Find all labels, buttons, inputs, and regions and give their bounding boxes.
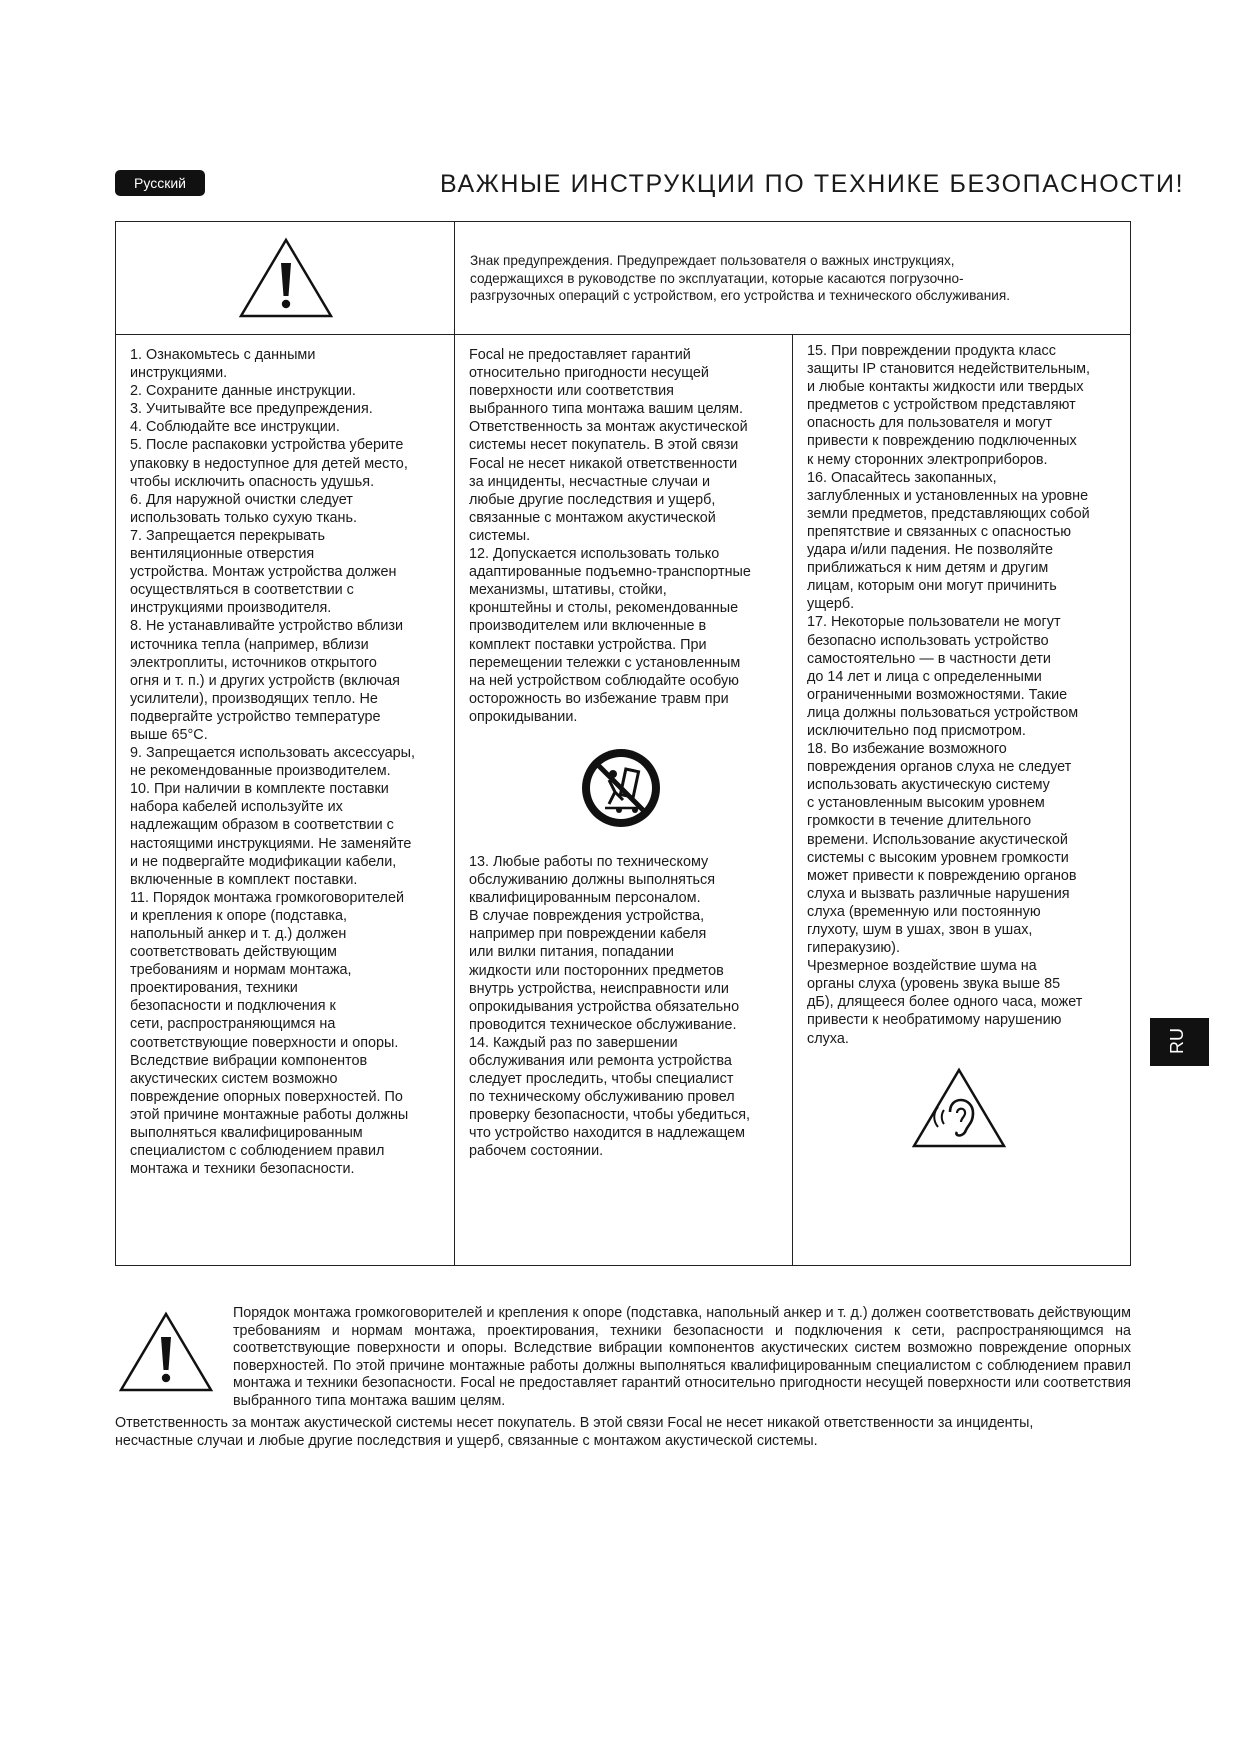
instruction-line: заглубленных и установленных на уровне [807, 487, 1089, 504]
instruction-line: системы. [469, 527, 531, 544]
instruction-line: самостоятельно — в частности дети [807, 650, 1051, 667]
instruction-line: Чрезмерное воздействие шума на [807, 958, 1037, 975]
instruction-line: 4. Соблюдайте все инструкции. [130, 419, 340, 436]
instruction-line: жидкости или посторонних предметов [469, 962, 724, 979]
instruction-line: времени. Использование акустической [807, 831, 1068, 848]
instruction-line: исключительно под присмотром. [807, 722, 1026, 739]
instruction-line: инструкциями производителя. [130, 600, 332, 617]
instruction-line: упаковку в недоступное для детей место, [130, 455, 408, 472]
instruction-line: препятствие и связанных с опасностью [807, 523, 1072, 540]
instruction-line: обслуживанию должны выполняться [469, 872, 716, 889]
warning-row [116, 222, 1130, 335]
instruction-line: набора кабелей используйте их [130, 799, 343, 816]
instruction-line: и крепления к опоре (подставка, [130, 907, 347, 924]
instruction-line: с установленным высоким уровнем [807, 795, 1045, 812]
instruction-line: Ответственность за монтаж акустической [469, 419, 748, 436]
instruction-line: ущерб. [807, 596, 855, 613]
instruction-line: безопасно использовать устройство [807, 632, 1049, 649]
instruction-line: за инциденты, несчастные случаи и [469, 473, 711, 490]
instruction-line: глухоту, шум в ушах, звон в ушах, [807, 922, 1033, 938]
instruction-line: настоящими инструкциями. Не заменяйте [130, 835, 412, 852]
instruction-line: надлежащим образом в соответствии с [130, 817, 394, 834]
instruction-line: опасность для пользователя и могут [807, 415, 1052, 432]
instruction-line: 6. Для наружной очистки следует [130, 491, 353, 508]
instruction-line: внутрь устройства, неисправности или [469, 980, 729, 997]
instruction-line: проектирования, техники [130, 980, 298, 997]
instruction-line: подвергайте устройство температуре [130, 708, 381, 725]
instruction-line: использовать акустическую систему [807, 777, 1050, 794]
text-line: Знак предупреждения. Предупреждает пользователя о важных инструкциях, [470, 253, 955, 268]
instruction-line: источника тепла (например, вблизи [130, 636, 369, 653]
instruction-line: акустических систем возможно [130, 1070, 338, 1087]
instruction-line: поверхности или соответствия [469, 383, 674, 400]
warning-triangle-icon [238, 236, 334, 320]
instruction-line: этой причине монтажные работы должны [130, 1106, 409, 1123]
instruction-line: рабочем состоянии. [469, 1143, 604, 1160]
instruction-line: повреждения органов слуха не следует [807, 759, 1072, 776]
warning-icon-cell [116, 222, 455, 334]
safety-instructions-table [115, 221, 1131, 1266]
instruction-line: 15. При повреждении продукта класс [807, 343, 1056, 359]
instruction-line: инструкциями. [130, 365, 228, 382]
text-line: разгрузочных операций с устройством, его устройства и технического обслуживания. [470, 288, 1010, 303]
instruction-line: выше 65°C. [130, 726, 208, 743]
instruction-line: выбранного типа монтажа вашим целям. [469, 401, 744, 418]
instruction-line: специалистом с соблюдением правил [130, 1143, 385, 1160]
instruction-line: осуществляться в соответствии с [130, 582, 354, 599]
instruction-line: производителем или включенные в [469, 618, 707, 635]
instruction-line: относительно пригодности несущей [469, 365, 709, 382]
instruction-line: осторожность во избежание травм при [469, 690, 729, 707]
instruction-line: усилители), производящих тепло. Не [130, 690, 378, 707]
instruction-line: Focal не несет никакой ответственности [469, 455, 738, 472]
instruction-line: и не подвергайте модификации кабели, [130, 853, 397, 870]
instruction-line: 2. Сохраните данные инструкции. [130, 383, 356, 400]
instruction-line: сети, распространяющимся на [130, 1016, 336, 1033]
instruction-line: устройства. Монтаж устройства должен [130, 564, 397, 581]
instruction-line: 5. После распаковки устройства уберите [130, 437, 404, 454]
instruction-line: 16. Опасайтесь закопанных, [807, 469, 997, 486]
warning-description [470, 252, 1120, 305]
instruction-line: дБ), длящееся более одного часа, может [807, 994, 1083, 1011]
instruction-line: лица должны пользоваться устройством [807, 704, 1079, 721]
instruction-line: громкости в течение длительного [807, 813, 1032, 830]
text-line: содержащихся в руководстве по эксплуатации, которые касаются погрузочно- [470, 270, 964, 286]
instruction-line: вентиляционные отверстия [130, 546, 315, 563]
instruction-line: 10. При наличии в комплекте поставки [130, 781, 389, 798]
language-badge: Русский [115, 170, 205, 196]
instruction-line: использовать только сухую ткань. [130, 509, 357, 526]
instruction-line: электроплиты, источников открытого [130, 654, 377, 671]
text-line: несчастные случаи и любые другие последствия и ущерб, связанные с монтажом акустической системы. [115, 1432, 818, 1449]
instruction-line: соответствовать действующим [130, 944, 337, 961]
instruction-line: по техническому обслуживанию провел [469, 1089, 735, 1106]
cart-tip-over-warning-icon [579, 746, 663, 830]
instruction-line: адаптированные подъемно-транспортные [469, 564, 751, 581]
instruction-line: связанные с монтажом акустической [469, 509, 716, 526]
page-title: ВАЖНЫЕ ИНСТРУКЦИИ ПО ТЕХНИКЕ БЕЗОПАСНОСТИ! [440, 170, 1185, 198]
instruction-line: выполняться квалифицированным [130, 1125, 363, 1142]
text-line: Ответственность за монтаж акустической системы несет покупатель. В этой связи Focal не несет никакой ответственности за инциденты, [115, 1415, 1034, 1431]
instruction-line: системы несет покупатель. В этой связи [469, 437, 739, 454]
instruction-line: 3. Учитывайте все предупреждения. [130, 401, 373, 418]
instruction-line: повреждение опорных поверхностей. По [130, 1088, 403, 1105]
instruction-line: 18. Во избежание возможного [807, 741, 1007, 758]
hearing-damage-warning-icon [911, 1066, 1007, 1150]
instruction-line: на ней устройством соблюдайте особую [469, 672, 739, 689]
instruction-line: 11. Порядок монтажа громкоговорителей [130, 889, 404, 906]
instruction-line: огня и т. п.) и других устройств (включая [130, 672, 400, 689]
instruction-line: следует проследить, чтобы специалист [469, 1071, 734, 1088]
instruction-line: монтажа и техники безопасности. [130, 1161, 355, 1178]
instruction-line: 7. Запрещается перекрывать [130, 527, 325, 544]
instruction-line: опрокидывании. [469, 708, 578, 725]
instruction-line: квалифицированным персоналом. [469, 890, 701, 907]
instruction-line: может привести к повреждению органов [807, 867, 1077, 884]
instructions-column-1 [116, 335, 455, 1265]
instruction-line: органы слуха (уровень звука выше 85 [807, 976, 1061, 993]
instruction-line: механизмы, штативы, стойки, [469, 582, 667, 599]
instruction-line: привести к повреждению подключенных [807, 433, 1077, 450]
instruction-line: приближаться к ним детям и другим [807, 560, 1049, 577]
instruction-line: проводится техническое обслуживание. [469, 1016, 737, 1033]
instructions-column-3 [793, 335, 1130, 1265]
instruction-line: 12. Допускается использовать только [469, 546, 720, 563]
instruction-line: комплект поставки устройства. При [469, 636, 707, 653]
instruction-line: перемещении тележки с установленным [469, 654, 741, 671]
instruction-line: удара и/или падения. Не позволяйте [807, 542, 1054, 559]
instruction-line: Focal не предоставляет гарантий [469, 347, 691, 363]
instruction-line: слуха и вызвать различные нарушения [807, 885, 1070, 902]
instruction-line: обслуживания или ремонта устройства [469, 1053, 732, 1069]
instruction-line: соответствующие поверхности и опоры. [130, 1034, 399, 1051]
instruction-line: например при повреждении кабеля [469, 926, 707, 943]
instructions-column-2 [455, 335, 793, 1265]
instruction-line: опрокидывания устройства обязательно [469, 998, 740, 1015]
instruction-line: проверку безопасности, чтобы убедиться, [469, 1107, 751, 1124]
instruction-line: лицам, которым они могут причинить [807, 578, 1057, 595]
mounting-responsibility-paragraph [115, 1415, 1131, 1450]
instruction-line: системы с высоким уровнем громкости [807, 849, 1069, 866]
warning-triangle-icon [118, 1310, 214, 1394]
instruction-line: предметов с устройством представляют [807, 397, 1076, 414]
instruction-line: Вследствие вибрации компонентов [130, 1052, 368, 1069]
instruction-line: и любые контакты жидкости или твердых [807, 379, 1084, 396]
instruction-line: ограниченными возможностями. Такие [807, 686, 1068, 703]
language-tab-label: RU [1167, 1028, 1187, 1054]
instruction-line: 1. Ознакомьтесь с данными [130, 347, 316, 363]
instruction-line: привести к необратимому нарушению [807, 1012, 1062, 1029]
mounting-warning-paragraph: Порядок монтажа громкоговорителей и крепления к опоре (подставка, напольный анкер и т. д.) должен соответствовать действующим требованиям и нормам монтажа, проектирования, техники безопасности и подключения к сети, распространяющимся на соответствующие поверхности и опоры. Вследствие вибрации компонентов акустических систем возможно повреждение опорных поверхностей. По этой причине монтажные работы должны выполняться квалифицированным специалистом с соблюдением правил монтажа и техники безопасности. Focal не предоставляет гарантий относительно пригодности несущей поверхности или соответствия выбранного типа монтажа вашим целям. [233, 1305, 1131, 1409]
instruction-line: чтобы исключить опасность удушья. [130, 473, 375, 490]
language-side-tab [1150, 1018, 1209, 1066]
instruction-line: гиперакузию). [807, 940, 900, 957]
instruction-line: любые другие последствия и ущерб, [469, 491, 716, 508]
instruction-line: кронштейны и столы, рекомендованные [469, 600, 739, 617]
instruction-line: требованиям и нормам монтажа, [130, 962, 352, 979]
instruction-line: 14. Каждый раз по завершении [469, 1034, 678, 1051]
instruction-line: 17. Некоторые пользователи не могут [807, 614, 1061, 631]
instruction-line: не рекомендованные производителем. [130, 763, 391, 780]
instruction-line: слуха (временную или постоянную [807, 903, 1041, 920]
instruction-line: 8. Не устанавливайте устройство вблизи [130, 618, 403, 635]
instruction-line: 9. Запрещается использовать аксессуары, [130, 745, 416, 762]
instruction-line: слуха. [807, 1030, 849, 1047]
instruction-line: напольный анкер и т. д.) должен [130, 926, 347, 942]
instruction-line: или вилки питания, попадании [469, 944, 674, 961]
instruction-line: защиты IP становится недействительным, [807, 361, 1090, 378]
instruction-line: включенные в комплект поставки. [130, 871, 358, 888]
instruction-line: земли предметов, представляющих собой [807, 505, 1090, 522]
instruction-line: 13. Любые работы по техническому [469, 853, 709, 870]
instruction-line: В случае повреждения устройства, [469, 908, 705, 925]
instruction-line: к нему сторонних электроприборов. [807, 451, 1048, 468]
instruction-line: что устройство находится в надлежащем [469, 1125, 746, 1142]
instruction-line: безопасности и подключения к [130, 998, 336, 1015]
instruction-line: до 14 лет и лица с определенными [807, 668, 1042, 685]
